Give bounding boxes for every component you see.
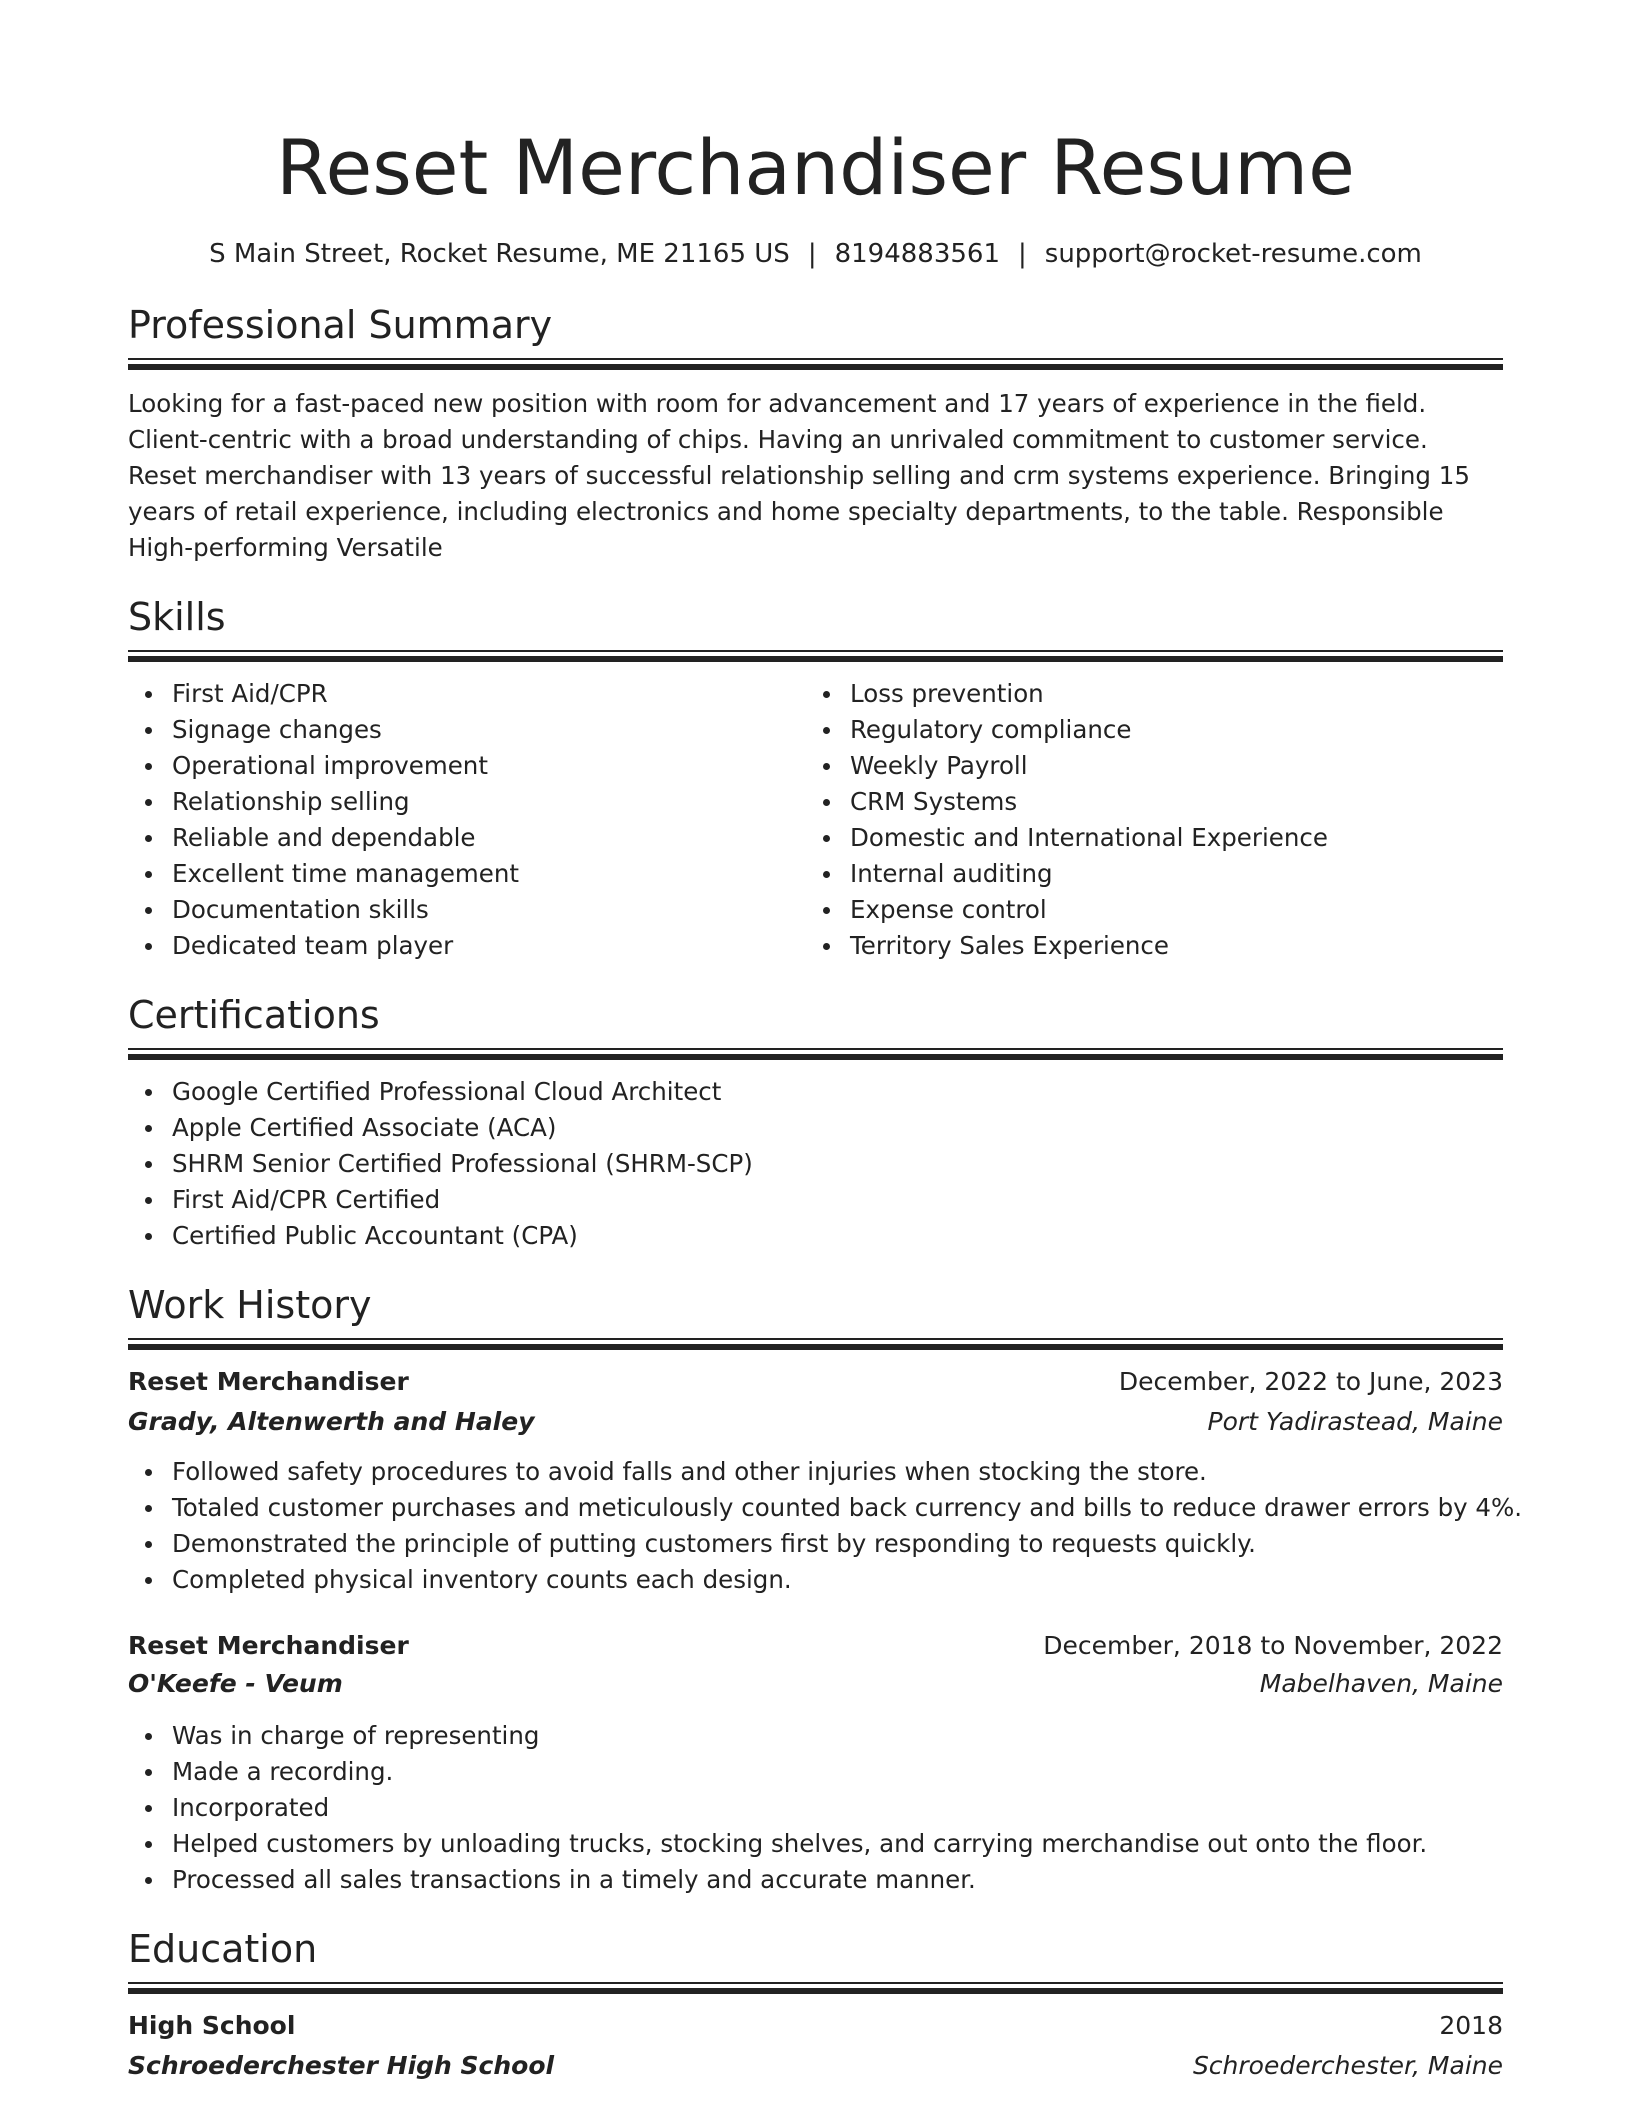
summary-section	[128, 300, 1503, 566]
section-heading-work-history: Work History	[128, 1283, 372, 1327]
contact-separator: |	[1018, 239, 1027, 269]
section-divider	[128, 1982, 1503, 1994]
job-dates: December, 2018 to November, 2022	[1043, 1631, 1503, 1660]
certification-item: Apple Certified Associate (ACA)	[172, 1110, 1503, 1146]
section-heading-education: Education	[128, 1927, 318, 1971]
education-school: Schroederchester High School	[128, 2051, 555, 2080]
job-entry	[128, 1364, 1523, 1598]
section-divider	[128, 1338, 1503, 1350]
contact-line	[128, 236, 1503, 272]
skill-item: Documentation skills	[172, 892, 806, 928]
section-divider	[128, 358, 1503, 370]
job-duty-item: Made a recording.	[172, 1754, 1503, 1790]
work-history-section	[128, 1280, 1523, 1898]
job-company: Grady, Altenwerth and Haley	[128, 1407, 535, 1436]
job-company-row	[128, 1666, 1503, 1702]
section-divider	[128, 650, 1503, 662]
job-company-row	[128, 1404, 1503, 1440]
contact-email: support@rocket-resume.com	[1044, 239, 1422, 269]
contact-phone: 8194883561	[834, 239, 1001, 269]
section-divider	[128, 1048, 1503, 1060]
certifications-list	[128, 1074, 1503, 1254]
job-location: Port Yadirastead, Maine	[1207, 1407, 1503, 1436]
job-company: O'Keefe - Veum	[128, 1669, 343, 1698]
skill-item: Signage changes	[172, 712, 806, 748]
skill-item: Relationship selling	[172, 784, 806, 820]
job-header-row	[128, 1364, 1503, 1400]
education-year: 2018	[1439, 2011, 1503, 2040]
skill-item: Internal auditing	[850, 856, 1484, 892]
job-duty-item: Was in charge of representing	[172, 1718, 1503, 1754]
job-duty-item: Processed all sales transactions in a timely and accurate manner.	[172, 1862, 1503, 1898]
education-header-row	[128, 2008, 1503, 2044]
job-dates: December, 2022 to June, 2023	[1118, 1367, 1503, 1396]
skills-list-left	[128, 676, 806, 964]
skill-item: Regulatory compliance	[850, 712, 1484, 748]
resume-title: Reset Merchandiser Resume	[276, 123, 1355, 212]
job-header-row	[128, 1628, 1503, 1664]
job-duty-item: Totaled customer purchases and meticulously counted back currency and bills to reduce drawer errors by 4%.	[172, 1490, 1503, 1526]
education-section	[128, 1924, 1503, 2084]
job-duty-item: Followed safety procedures to avoid falls and other injuries when stocking the store.	[172, 1454, 1503, 1490]
job-location: Mabelhaven, Maine	[1259, 1669, 1503, 1698]
certification-item: SHRM Senior Certified Professional (SHRM-SCP)	[172, 1146, 1503, 1182]
section-heading-summary: Professional Summary	[128, 303, 553, 347]
skill-item: Loss prevention	[850, 676, 1484, 712]
job-entry	[128, 1628, 1503, 1898]
certification-item: First Aid/CPR Certified	[172, 1182, 1503, 1218]
certification-item: Certified Public Accountant (CPA)	[172, 1218, 1503, 1254]
education-entry	[128, 2008, 1503, 2084]
skill-item: Dedicated team player	[172, 928, 806, 964]
skills-section	[128, 592, 1503, 964]
skill-item: Territory Sales Experience	[850, 928, 1484, 964]
job-duties-list	[128, 1454, 1523, 1598]
job-duty-item: Incorporated	[172, 1790, 1503, 1826]
job-duty-item: Demonstrated the principle of putting customers first by responding to requests quickly.	[172, 1526, 1503, 1562]
skill-item: Domestic and International Experience	[850, 820, 1484, 856]
education-location: Schroederchester, Maine	[1192, 2051, 1503, 2080]
contact-address: S Main Street, Rocket Resume, ME 21165 US	[209, 239, 790, 269]
skills-list-right	[806, 676, 1484, 964]
summary-text: Looking for a fast-paced new position with room for advancement and 17 years of experience in the field. Client-centric with a broad understanding of chips. Having an unrivaled commitment to customer service. Reset merchandiser with 13 years of successful relationship selling and crm systems experience. Bringing 15 years of retail experience, including electronics and home specialty departments, to the table. Responsible High-performing Versatile	[128, 389, 1470, 562]
skill-item: Excellent time management	[172, 856, 806, 892]
skill-item: Operational improvement	[172, 748, 806, 784]
job-duty-item: Completed physical inventory counts each design.	[172, 1562, 1503, 1598]
job-title: Reset Merchandiser	[128, 1367, 409, 1396]
job-title: Reset Merchandiser	[128, 1631, 409, 1660]
skill-item: Reliable and dependable	[172, 820, 806, 856]
skill-item: CRM Systems	[850, 784, 1484, 820]
education-degree: High School	[128, 2011, 296, 2040]
section-heading-certifications: Certifications	[128, 993, 380, 1037]
contact-separator: |	[807, 239, 817, 269]
education-school-row	[128, 2048, 1503, 2084]
skill-item: Expense control	[850, 892, 1484, 928]
job-duty-item: Helped customers by unloading trucks, stocking shelves, and carrying merchandise out onto the floor.	[172, 1826, 1503, 1862]
job-duties-list	[128, 1718, 1503, 1898]
certification-item: Google Certified Professional Cloud Architect	[172, 1074, 1503, 1110]
section-heading-skills: Skills	[128, 595, 226, 639]
skills-grid	[128, 676, 1503, 964]
skill-item: Weekly Payroll	[850, 748, 1484, 784]
skill-item: First Aid/CPR	[172, 676, 806, 712]
certifications-section	[128, 990, 1503, 1254]
